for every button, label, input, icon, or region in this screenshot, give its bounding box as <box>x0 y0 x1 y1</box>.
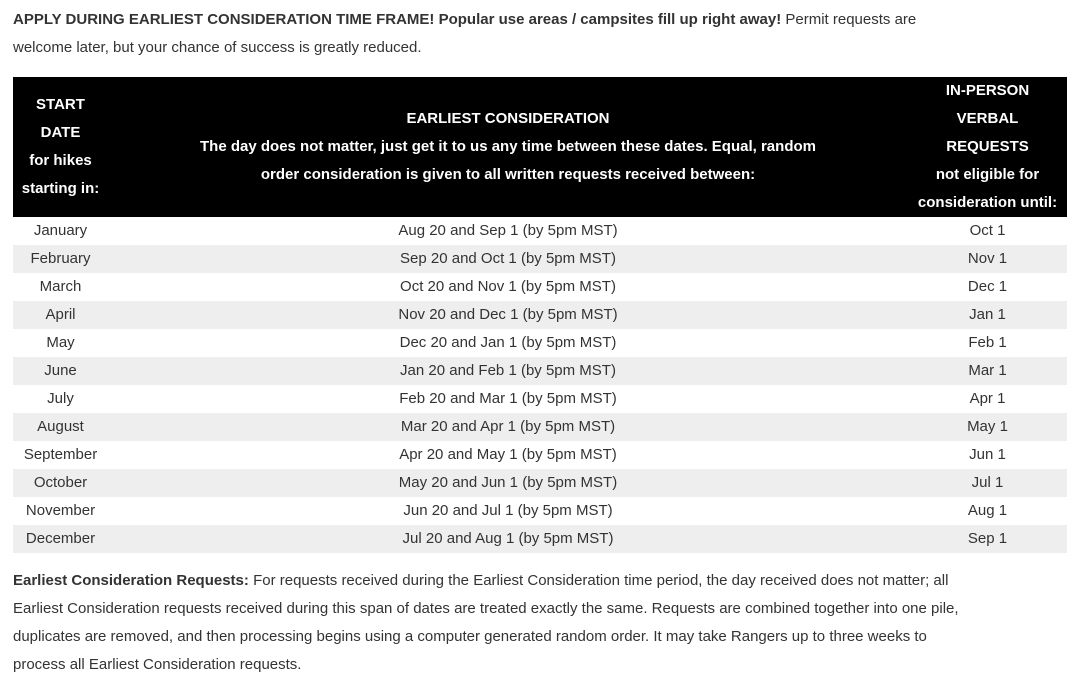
intro-paragraph <box>13 6 968 62</box>
window-cell: Aug 20 and Sep 1 (by 5pm MST) <box>398 222 618 239</box>
verbal-cell: Oct 1 <box>969 222 1006 239</box>
verbal-cell: May 1 <box>967 418 1008 435</box>
table-row <box>13 385 1067 413</box>
outro-text: For requests received during the Earliest Consideration time period, the day received does not matter; all Earliest Consideration requests received during this span of dates are treated exactly the same. Requests are combined together into one pile, duplicates are removed, and then processing begins using a computer generated random order. It may take Rangers up to three weeks to process all Earliest Consideration requests. <box>13 572 959 673</box>
table-row <box>13 245 1067 273</box>
window-cell: Nov 20 and Dec 1 (by 5pm MST) <box>398 306 618 323</box>
month-cell: May <box>46 334 75 351</box>
intro-text: Permit requests are welcome later, but your chance of success is greatly reduced. <box>13 11 917 56</box>
month-cell: November <box>25 502 96 519</box>
table-row <box>13 329 1067 357</box>
window-cell: Sep 20 and Oct 1 (by 5pm MST) <box>400 250 616 267</box>
verbal-cell: Jul 1 <box>971 474 1004 491</box>
verbal-cell: Aug 1 <box>967 502 1008 519</box>
verbal-cell: Sep 1 <box>967 530 1008 547</box>
verbal-cell: Jan 1 <box>969 306 1006 323</box>
table-row <box>13 441 1067 469</box>
month-cell: July <box>47 390 74 407</box>
table-row <box>13 469 1067 497</box>
verbal-cell: Apr 1 <box>969 390 1006 407</box>
month-cell: January <box>33 222 88 239</box>
header-earliest-line: order consideration is given to all written requests received between: <box>260 166 756 183</box>
header-verbal-line: REQUESTS <box>946 138 1029 155</box>
header-earliest-line: EARLIEST CONSIDERATION <box>406 110 610 127</box>
header-verbal-line: not eligible for <box>935 166 1040 183</box>
verbal-cell: Mar 1 <box>968 362 1007 379</box>
header-verbal-line: consideration until: <box>917 194 1058 211</box>
month-cell: April <box>45 306 76 323</box>
header-earliest-line: The day does not matter, just get it to us any time between these dates. Equal, random <box>200 138 816 155</box>
window-cell: Dec 20 and Jan 1 (by 5pm MST) <box>399 334 617 351</box>
header-row <box>13 77 1067 217</box>
table-row <box>13 413 1067 441</box>
month-cell: February <box>30 250 91 267</box>
month-cell: June <box>44 362 77 379</box>
window-cell: Feb 20 and Mar 1 (by 5pm MST) <box>399 390 617 407</box>
window-cell: Jun 20 and Jul 1 (by 5pm MST) <box>403 502 613 519</box>
header-start-line: for hikes <box>29 152 92 169</box>
table-row <box>13 357 1067 385</box>
table-row <box>13 525 1067 553</box>
window-cell: May 20 and Jun 1 (by 5pm MST) <box>398 474 618 491</box>
header-start-line: DATE <box>40 124 81 141</box>
outro-bold-text: Earliest Consideration Requests: <box>13 572 249 589</box>
month-cell: September <box>23 446 98 463</box>
outro-paragraph <box>13 567 968 679</box>
window-cell: Oct 20 and Nov 1 (by 5pm MST) <box>400 278 616 295</box>
table-row <box>13 497 1067 525</box>
window-cell: Apr 20 and May 1 (by 5pm MST) <box>399 446 617 463</box>
verbal-cell: Feb 1 <box>968 334 1007 351</box>
table-row <box>13 217 1067 245</box>
window-cell: Jul 20 and Aug 1 (by 5pm MST) <box>402 530 614 547</box>
table-row <box>13 301 1067 329</box>
month-cell: December <box>25 530 96 547</box>
window-cell: Mar 20 and Apr 1 (by 5pm MST) <box>400 418 616 435</box>
table-header <box>13 77 1067 217</box>
window-cell: Jan 20 and Feb 1 (by 5pm MST) <box>400 362 616 379</box>
month-cell: October <box>33 474 88 491</box>
header-start-line: starting in: <box>21 180 100 197</box>
header-start-line: START <box>36 96 85 113</box>
consideration-schedule-table <box>13 77 1067 553</box>
month-cell: August <box>37 418 84 435</box>
intro-bold-text: APPLY DURING EARLIEST CONSIDERATION TIME FRAME! Popular use areas / campsites fill up right away! <box>13 11 782 28</box>
verbal-cell: Jun 1 <box>969 446 1006 463</box>
month-cell: March <box>39 278 82 295</box>
header-verbal-requests <box>908 77 1067 217</box>
verbal-cell: Dec 1 <box>967 278 1008 295</box>
header-verbal-line: VERBAL <box>956 110 1019 127</box>
table-body <box>13 217 1067 553</box>
verbal-cell: Nov 1 <box>967 250 1008 267</box>
header-verbal-line: IN-PERSON <box>945 82 1030 99</box>
header-earliest-consideration <box>108 77 908 217</box>
table-row <box>13 273 1067 301</box>
header-start-date <box>13 77 108 217</box>
